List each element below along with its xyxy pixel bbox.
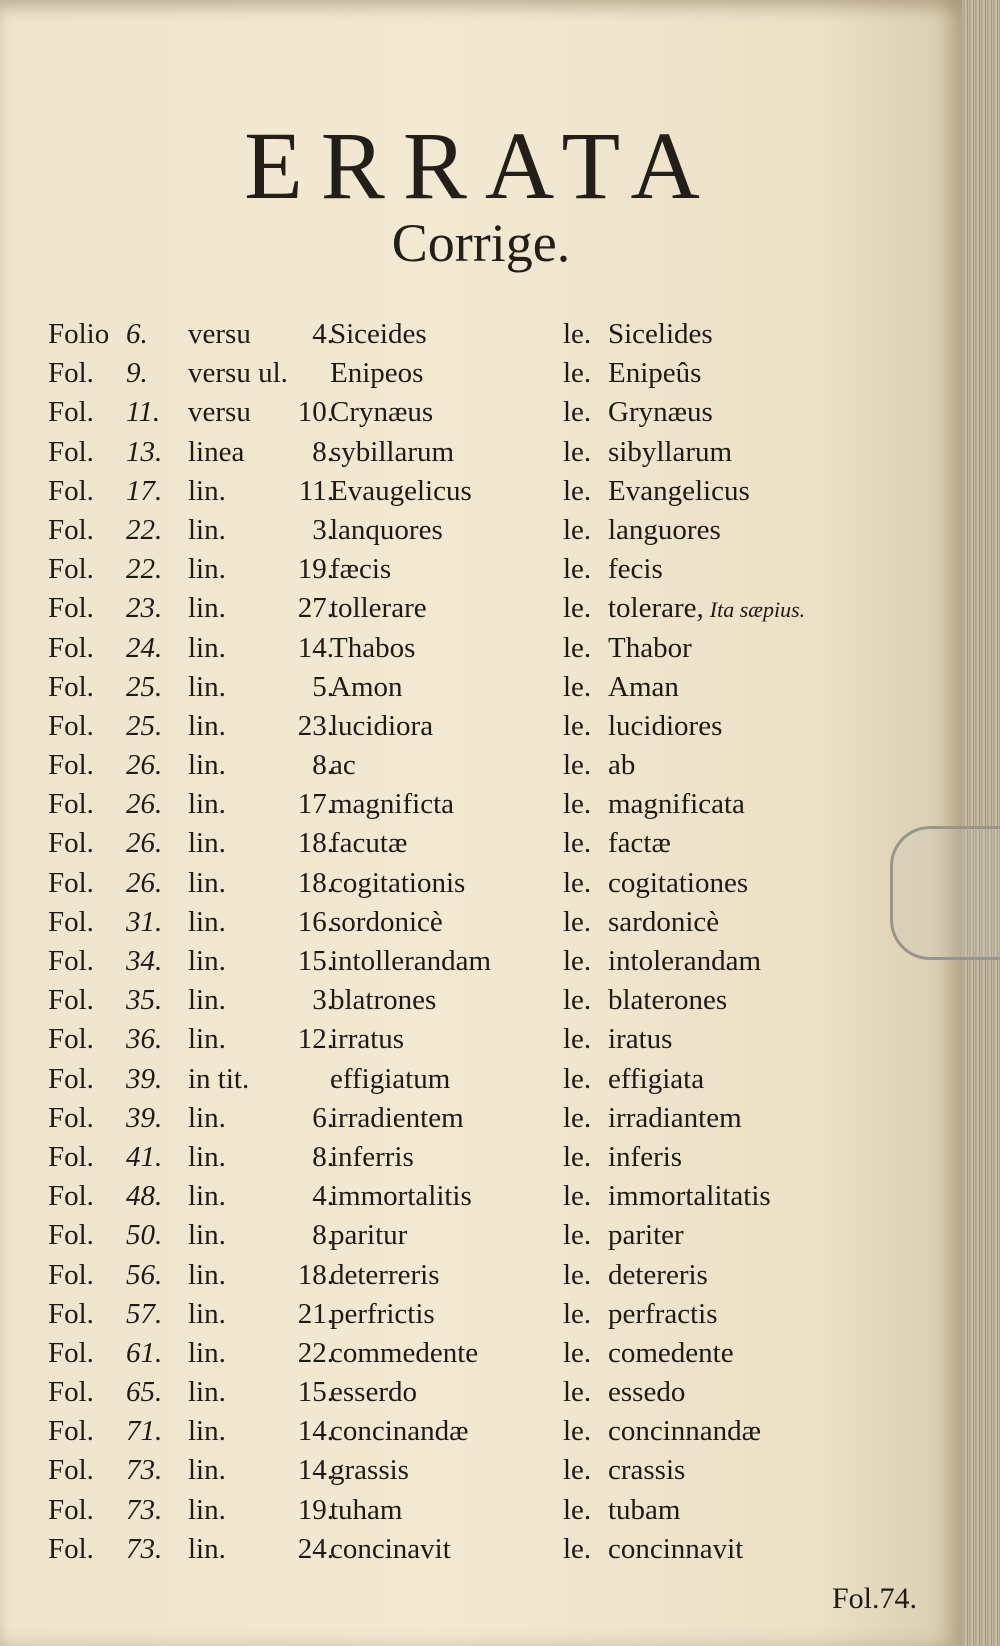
errata-wrong: grassis [330, 1454, 409, 1487]
errata-unit: lin. [188, 670, 226, 703]
errata-right: concinnavit [608, 1532, 744, 1565]
errata-fol: Fol. [48, 592, 94, 625]
errata-line: 5. [312, 670, 334, 703]
errata-line: 19. [297, 553, 334, 586]
errata-wrong: Thabos [330, 631, 416, 664]
errata-row [48, 396, 948, 435]
errata-fol: Fol. [48, 945, 94, 977]
errata-fol: Fol. [48, 1258, 94, 1291]
errata-line: 8. [312, 435, 334, 468]
errata-row [48, 1180, 948, 1219]
errata-num: 39. [126, 1062, 163, 1095]
errata-right: magnificata [608, 788, 745, 821]
errata-num: 71. [126, 1415, 163, 1448]
page-title: ERRATA [244, 112, 718, 219]
errata-num: 73. [126, 1454, 163, 1487]
errata-wrong: tuham [330, 1493, 403, 1526]
errata-le: le. [563, 1493, 592, 1526]
errata-num: 24. [126, 631, 163, 664]
errata-wrong: Siceides [330, 318, 427, 350]
errata-unit: lin. [188, 474, 226, 507]
errata-right: crassis [608, 1454, 686, 1487]
errata-line: 27. [297, 592, 334, 625]
errata-wrong: tollerare [330, 592, 427, 625]
errata-line: 4. [312, 318, 334, 350]
errata-line: 3. [312, 513, 334, 546]
errata-le: le. [563, 318, 592, 350]
errata-le: le. [563, 827, 592, 860]
errata-unit: lin. [188, 788, 226, 821]
errata-num: 73. [126, 1532, 163, 1565]
errata-wrong: perfrictis [330, 1297, 435, 1330]
errata-unit: lin. [188, 592, 226, 625]
errata-unit: lin. [188, 1101, 226, 1134]
errata-num: 35. [126, 984, 163, 1017]
errata-wrong: deterreris [330, 1258, 440, 1291]
errata-right: pariter [608, 1219, 684, 1252]
errata-line: 22. [297, 1336, 334, 1369]
errata-line: 18. [297, 827, 334, 860]
errata-le: le. [563, 396, 592, 429]
errata-line: 19. [297, 1493, 334, 1526]
errata-num: 26. [126, 827, 163, 860]
errata-right: essedo [608, 1376, 686, 1409]
errata-line: 16. [297, 905, 334, 938]
errata-right: iratus [608, 1023, 673, 1056]
errata-right-with-note [608, 592, 805, 625]
errata-line: 14. [297, 631, 334, 664]
errata-le: le. [563, 866, 592, 899]
errata-row [48, 1259, 948, 1298]
errata-right: Enipeûs [608, 357, 702, 390]
errata-unit: linea [188, 435, 245, 468]
errata-wrong: immortalitis [330, 1180, 472, 1213]
errata-row [48, 984, 948, 1023]
errata-line: 8. [312, 1219, 334, 1252]
errata-num: 17. [126, 474, 163, 507]
errata-wrong: cogitationis [330, 866, 466, 899]
errata-right: Aman [608, 670, 679, 703]
errata-num: 34. [126, 945, 163, 977]
errata-fol: Fol. [48, 1062, 94, 1095]
errata-note: Ita sæpius. [709, 597, 806, 623]
errata-le: le. [563, 1454, 592, 1487]
catchword: Fol.74. [832, 1582, 918, 1615]
errata-wrong: Enipeos [330, 357, 424, 390]
errata-fol: Fol. [48, 1297, 94, 1330]
errata-unit: lin. [188, 749, 226, 782]
errata-list [48, 318, 948, 1572]
errata-wrong: Evaugelicus [330, 474, 472, 507]
errata-line: 18. [297, 866, 334, 899]
errata-unit: lin. [188, 1219, 226, 1252]
errata-row [48, 1063, 948, 1102]
errata-row [48, 1141, 948, 1180]
errata-le: le. [563, 984, 592, 1017]
errata-num: 50. [126, 1219, 163, 1252]
errata-fol: Fol. [48, 905, 94, 938]
errata-right: Thabor [608, 631, 692, 664]
errata-right: tolerare, [608, 592, 704, 625]
errata-right: sibyllarum [608, 435, 733, 468]
errata-line: 21. [297, 1297, 334, 1330]
errata-fol: Fol. [48, 670, 94, 703]
errata-le: le. [563, 1258, 592, 1291]
errata-le: le. [563, 1532, 592, 1565]
errata-num: 13. [126, 435, 163, 468]
errata-fol: Fol. [48, 357, 94, 390]
errata-row [48, 906, 948, 945]
errata-fol: Fol. [48, 1376, 94, 1409]
errata-unit: lin. [188, 1258, 226, 1291]
errata-fol: Fol. [48, 1180, 94, 1213]
errata-num: 48. [126, 1180, 163, 1213]
errata-unit: lin. [188, 866, 226, 899]
errata-le: le. [563, 1140, 592, 1173]
errata-row [48, 436, 948, 475]
errata-unit: lin. [188, 945, 226, 977]
errata-num: 22. [126, 553, 163, 586]
errata-fol: Fol. [48, 827, 94, 860]
errata-le: le. [563, 1336, 592, 1369]
errata-wrong: paritur [330, 1219, 408, 1252]
errata-unit: in tit. [188, 1062, 250, 1095]
errata-row [48, 1023, 948, 1062]
errata-wrong: Crynæus [330, 396, 434, 429]
errata-right: cogitationes [608, 866, 749, 899]
errata-wrong: lanquores [330, 513, 443, 546]
page-subtitle: Corrige. [391, 213, 571, 273]
errata-num: 26. [126, 788, 163, 821]
errata-row [48, 632, 948, 671]
errata-fol: Fol. [48, 749, 94, 782]
errata-le: le. [563, 788, 592, 821]
errata-line: 17. [297, 788, 334, 821]
errata-right: perfractis [608, 1297, 718, 1330]
errata-row [48, 1415, 948, 1454]
errata-row [48, 710, 948, 749]
errata-line: 24. [297, 1532, 334, 1565]
errata-num: 39. [126, 1101, 163, 1134]
errata-le: le. [563, 435, 592, 468]
errata-le: le. [563, 553, 592, 586]
errata-le: le. [563, 474, 592, 507]
errata-le: le. [563, 1062, 592, 1095]
errata-unit: lin. [188, 905, 226, 938]
errata-row [48, 514, 948, 553]
errata-num: 26. [126, 866, 163, 899]
errata-fol: Fol. [48, 1532, 94, 1565]
errata-le: le. [563, 357, 592, 390]
errata-wrong: commedente [330, 1336, 479, 1369]
errata-unit: lin. [188, 1415, 226, 1448]
errata-row [48, 945, 948, 984]
errata-fol: Fol. [48, 1219, 94, 1252]
errata-row [48, 475, 948, 514]
errata-unit: lin. [188, 631, 226, 664]
errata-line: 14. [297, 1415, 334, 1448]
errata-wrong: sybillarum [330, 435, 455, 468]
errata-fol: Fol. [48, 1101, 94, 1134]
page-clip [890, 826, 1000, 960]
errata-fol: Folio [48, 318, 110, 350]
errata-unit: lin. [188, 1336, 226, 1369]
errata-row [48, 1454, 948, 1493]
errata-row [48, 788, 948, 827]
errata-right: effigiata [608, 1062, 705, 1095]
errata-row [48, 1533, 948, 1572]
errata-row [48, 827, 948, 866]
errata-le: le. [563, 709, 592, 742]
errata-line: 3. [312, 984, 334, 1017]
errata-unit: lin. [188, 827, 226, 860]
errata-wrong: inferris [330, 1140, 414, 1173]
errata-unit: versu [188, 396, 251, 429]
errata-num: 25. [126, 709, 163, 742]
errata-fol: Fol. [48, 788, 94, 821]
errata-le: le. [563, 749, 592, 782]
errata-le: le. [563, 631, 592, 664]
errata-line: 11. [298, 474, 334, 507]
errata-fol: Fol. [48, 631, 94, 664]
errata-right: Grynæus [608, 396, 713, 429]
errata-right: lucidiores [608, 709, 723, 742]
errata-line: 12. [297, 1023, 334, 1056]
errata-num: 23. [126, 592, 163, 625]
errata-num: 61. [126, 1336, 163, 1369]
errata-row [48, 553, 948, 592]
errata-le: le. [563, 1180, 592, 1213]
errata-le: le. [563, 905, 592, 938]
errata-right: languores [608, 513, 721, 546]
errata-right: irradiantem [608, 1101, 742, 1134]
errata-unit: lin. [188, 1376, 226, 1409]
errata-le: le. [563, 1101, 592, 1134]
errata-right: Evangelicus [608, 474, 750, 507]
errata-fol: Fol. [48, 866, 94, 899]
errata-unit: lin. [188, 1140, 226, 1173]
errata-row [48, 1376, 948, 1415]
errata-right: intolerandam [608, 945, 762, 977]
errata-line: 18. [297, 1258, 334, 1291]
errata-fol: Fol. [48, 553, 94, 586]
errata-num: 11. [126, 396, 161, 429]
errata-right: sardonicè [608, 905, 720, 938]
errata-wrong: esserdo [330, 1376, 417, 1409]
errata-le: le. [563, 592, 592, 625]
errata-num: 6. [126, 318, 148, 350]
errata-unit: lin. [188, 1180, 226, 1213]
errata-row [48, 1494, 948, 1533]
errata-right: concinnandæ [608, 1415, 762, 1448]
errata-right: immortalitatis [608, 1180, 771, 1213]
errata-unit: lin. [188, 553, 226, 586]
errata-fol: Fol. [48, 1023, 94, 1056]
errata-num: 73. [126, 1493, 163, 1526]
errata-wrong: effigiatum [330, 1062, 451, 1095]
errata-fol: Fol. [48, 1140, 94, 1173]
errata-num: 41. [126, 1140, 163, 1173]
errata-wrong: lucidiora [330, 709, 434, 742]
errata-unit: lin. [188, 1532, 226, 1565]
errata-fol: Fol. [48, 513, 94, 546]
errata-right: blaterones [608, 984, 728, 1017]
errata-fol: Fol. [48, 474, 94, 507]
errata-num: 31. [126, 905, 163, 938]
errata-wrong: irradientem [330, 1101, 464, 1134]
errata-row [48, 1337, 948, 1376]
errata-wrong: concinandæ [330, 1415, 469, 1448]
errata-row [48, 357, 948, 396]
errata-right: Sicelides [608, 318, 713, 350]
errata-line: 8. [312, 749, 334, 782]
errata-row [48, 1102, 948, 1141]
errata-wrong: fæcis [330, 553, 392, 586]
errata-fol: Fol. [48, 1415, 94, 1448]
errata-num: 65. [126, 1376, 163, 1409]
errata-unit: lin. [188, 1454, 226, 1487]
errata-unit: lin. [188, 1023, 226, 1056]
errata-line: 4. [312, 1180, 334, 1213]
errata-fol: Fol. [48, 435, 94, 468]
errata-right: comedente [608, 1336, 734, 1369]
errata-fol: Fol. [48, 1493, 94, 1526]
errata-le: le. [563, 945, 592, 977]
errata-right: detereris [608, 1258, 708, 1291]
errata-le: le. [563, 1415, 592, 1448]
errata-num: 9. [126, 357, 148, 390]
errata-unit: lin. [188, 709, 226, 742]
errata-right: fecis [608, 553, 663, 586]
errata-fol: Fol. [48, 1336, 94, 1369]
errata-fol: Fol. [48, 709, 94, 742]
errata-row [48, 749, 948, 788]
errata-wrong: irratus [330, 1023, 405, 1056]
errata-line: 8. [312, 1140, 334, 1173]
errata-unit: lin. [188, 984, 226, 1017]
errata-line: 23. [297, 709, 334, 742]
errata-num: 56. [126, 1258, 163, 1291]
errata-wrong: concinavit [330, 1532, 451, 1565]
errata-row [48, 1298, 948, 1337]
errata-num: 36. [126, 1023, 163, 1056]
errata-unit: versu [188, 318, 251, 350]
errata-num: 25. [126, 670, 163, 703]
errata-row [48, 671, 948, 710]
errata-row [48, 592, 948, 631]
errata-row [48, 1219, 948, 1258]
errata-le: le. [563, 1376, 592, 1409]
errata-wrong: intollerandam [330, 945, 492, 977]
errata-fol: Fol. [48, 1454, 94, 1487]
errata-wrong: ac [330, 749, 356, 782]
errata-wrong: blatrones [330, 984, 437, 1017]
errata-right: inferis [608, 1140, 683, 1173]
errata-unit: lin. [188, 1297, 226, 1330]
errata-num: 22. [126, 513, 163, 546]
errata-right: factæ [608, 827, 671, 860]
errata-num: 57. [126, 1297, 163, 1330]
errata-line: 10. [297, 396, 334, 429]
errata-wrong: magnificta [330, 788, 455, 821]
page-edges [962, 0, 1000, 1646]
errata-row [48, 867, 948, 906]
errata-line: 14. [297, 1454, 334, 1487]
errata-wrong: facutæ [330, 827, 408, 860]
errata-le: le. [563, 1023, 592, 1056]
errata-line: 6. [312, 1101, 334, 1134]
errata-row [48, 318, 948, 357]
errata-fol: Fol. [48, 396, 94, 429]
errata-line: 15. [297, 945, 334, 977]
errata-wrong: sordonicè [330, 905, 443, 938]
errata-fol: Fol. [48, 984, 94, 1017]
errata-unit: lin. [188, 1493, 226, 1526]
errata-unit: lin. [188, 513, 226, 546]
errata-num: 26. [126, 749, 163, 782]
errata-unit: versu ul. [188, 357, 288, 390]
errata-right: tubam [608, 1493, 681, 1526]
errata-le: le. [563, 1219, 592, 1252]
errata-wrong: Amon [330, 670, 403, 703]
errata-line: 15. [297, 1376, 334, 1409]
errata-le: le. [563, 1297, 592, 1330]
errata-le: le. [563, 513, 592, 546]
errata-le: le. [563, 670, 592, 703]
errata-right: ab [608, 749, 636, 782]
